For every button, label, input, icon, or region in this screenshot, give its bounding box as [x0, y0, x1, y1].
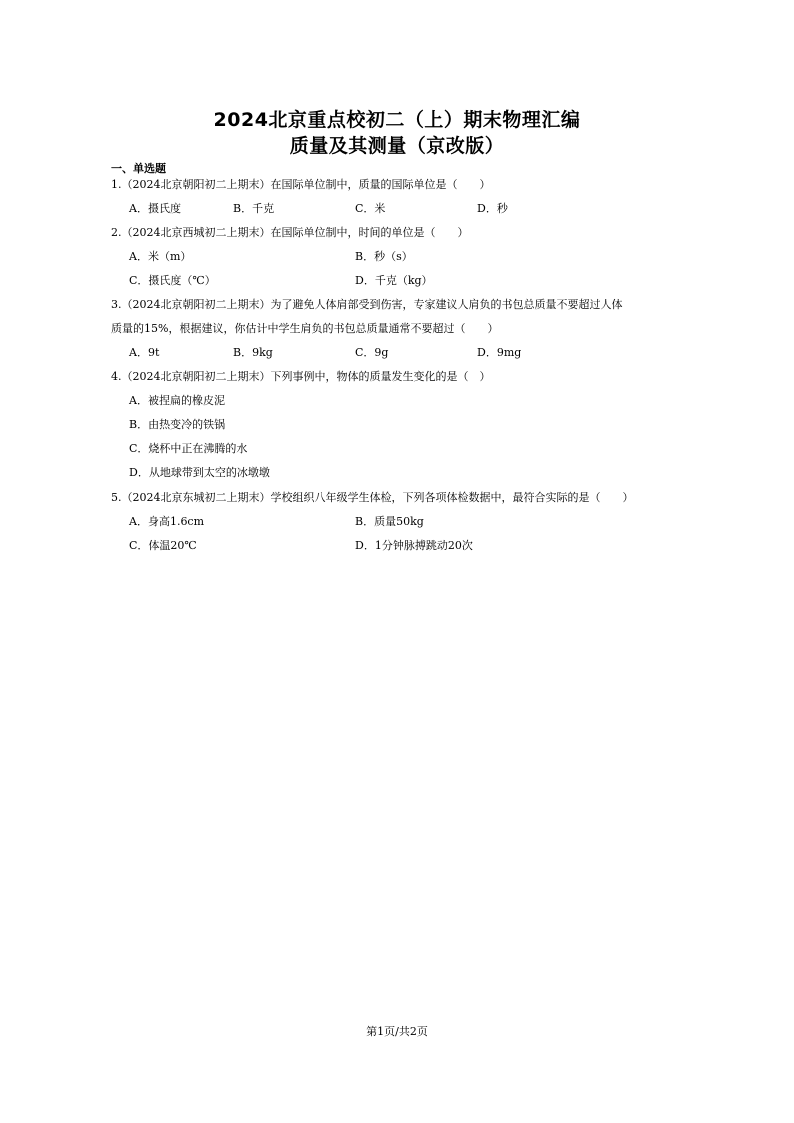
- question-4-option-d: D．从地球带到太空的冰墩墩: [129, 466, 270, 479]
- document-title-line2: 质量及其测量（京改版）: [289, 135, 505, 157]
- question-5-stem: 5.（2024北京东城初二上期末）学校组织八年级学生体检，下列各项体检数据中，最符合实际的是（ ）: [111, 491, 634, 504]
- question-2-stem: 2.（2024北京西城初二上期末）在国际单位制中，时间的单位是（ ）: [111, 226, 469, 239]
- section-heading: 一、单选题: [111, 162, 166, 175]
- question-4-stem: 4.（2024北京朝阳初二上期末）下列事例中，物体的质量发生变化的是（ ）: [111, 370, 491, 383]
- question-4-option-b: B．由热变冷的铁锅: [129, 418, 226, 431]
- question-1-option-b: B．千克: [233, 202, 275, 215]
- question-2-option-c: C．摄氏度（℃）: [129, 274, 216, 287]
- question-4-option-a: A．被捏扁的橡皮泥: [129, 394, 225, 407]
- question-1-option-a: A．摄氏度: [129, 202, 181, 215]
- question-2-option-d: D．千克（kg）: [355, 274, 433, 287]
- question-5-option-a: A．身高1.6cm: [129, 515, 205, 528]
- question-3-stem-line2: 质量的15%，根据建议，你估计中学生肩负的书包总质量通常不要超过（ ）: [111, 322, 499, 335]
- question-3-option-a: A．9t: [129, 346, 160, 359]
- question-3-option-b: B．9kg: [233, 346, 273, 359]
- question-2-option-a: A．米（m）: [129, 250, 192, 263]
- question-2-option-b: B．秒（s）: [355, 250, 413, 263]
- question-1-stem: 1.（2024北京朝阳初二上期末）在国际单位制中，质量的国际单位是（ ）: [111, 178, 491, 191]
- page-number: 第1页/共2页: [366, 1025, 428, 1038]
- question-5-option-c: C．体温20℃: [129, 539, 197, 552]
- question-1-option-c: C．米: [355, 202, 386, 215]
- question-5-option-d: D．1分钟脉搏跳动20次: [355, 539, 473, 552]
- question-3-option-c: C．9g: [355, 346, 389, 359]
- question-1-option-d: D．秒: [477, 202, 508, 215]
- question-5-option-b: B．质量50kg: [355, 515, 424, 528]
- question-4-option-c: C．烧杯中正在沸腾的水: [129, 442, 248, 455]
- question-3-option-d: D．9mg: [477, 346, 522, 359]
- question-3-stem-line1: 3.（2024北京朝阳初二上期末）为了避免人体肩部受到伤害，专家建议人肩负的书包总质量不要超过人体: [111, 298, 623, 311]
- document-title-line1: 2024北京重点校初二（上）期末物理汇编: [213, 109, 581, 131]
